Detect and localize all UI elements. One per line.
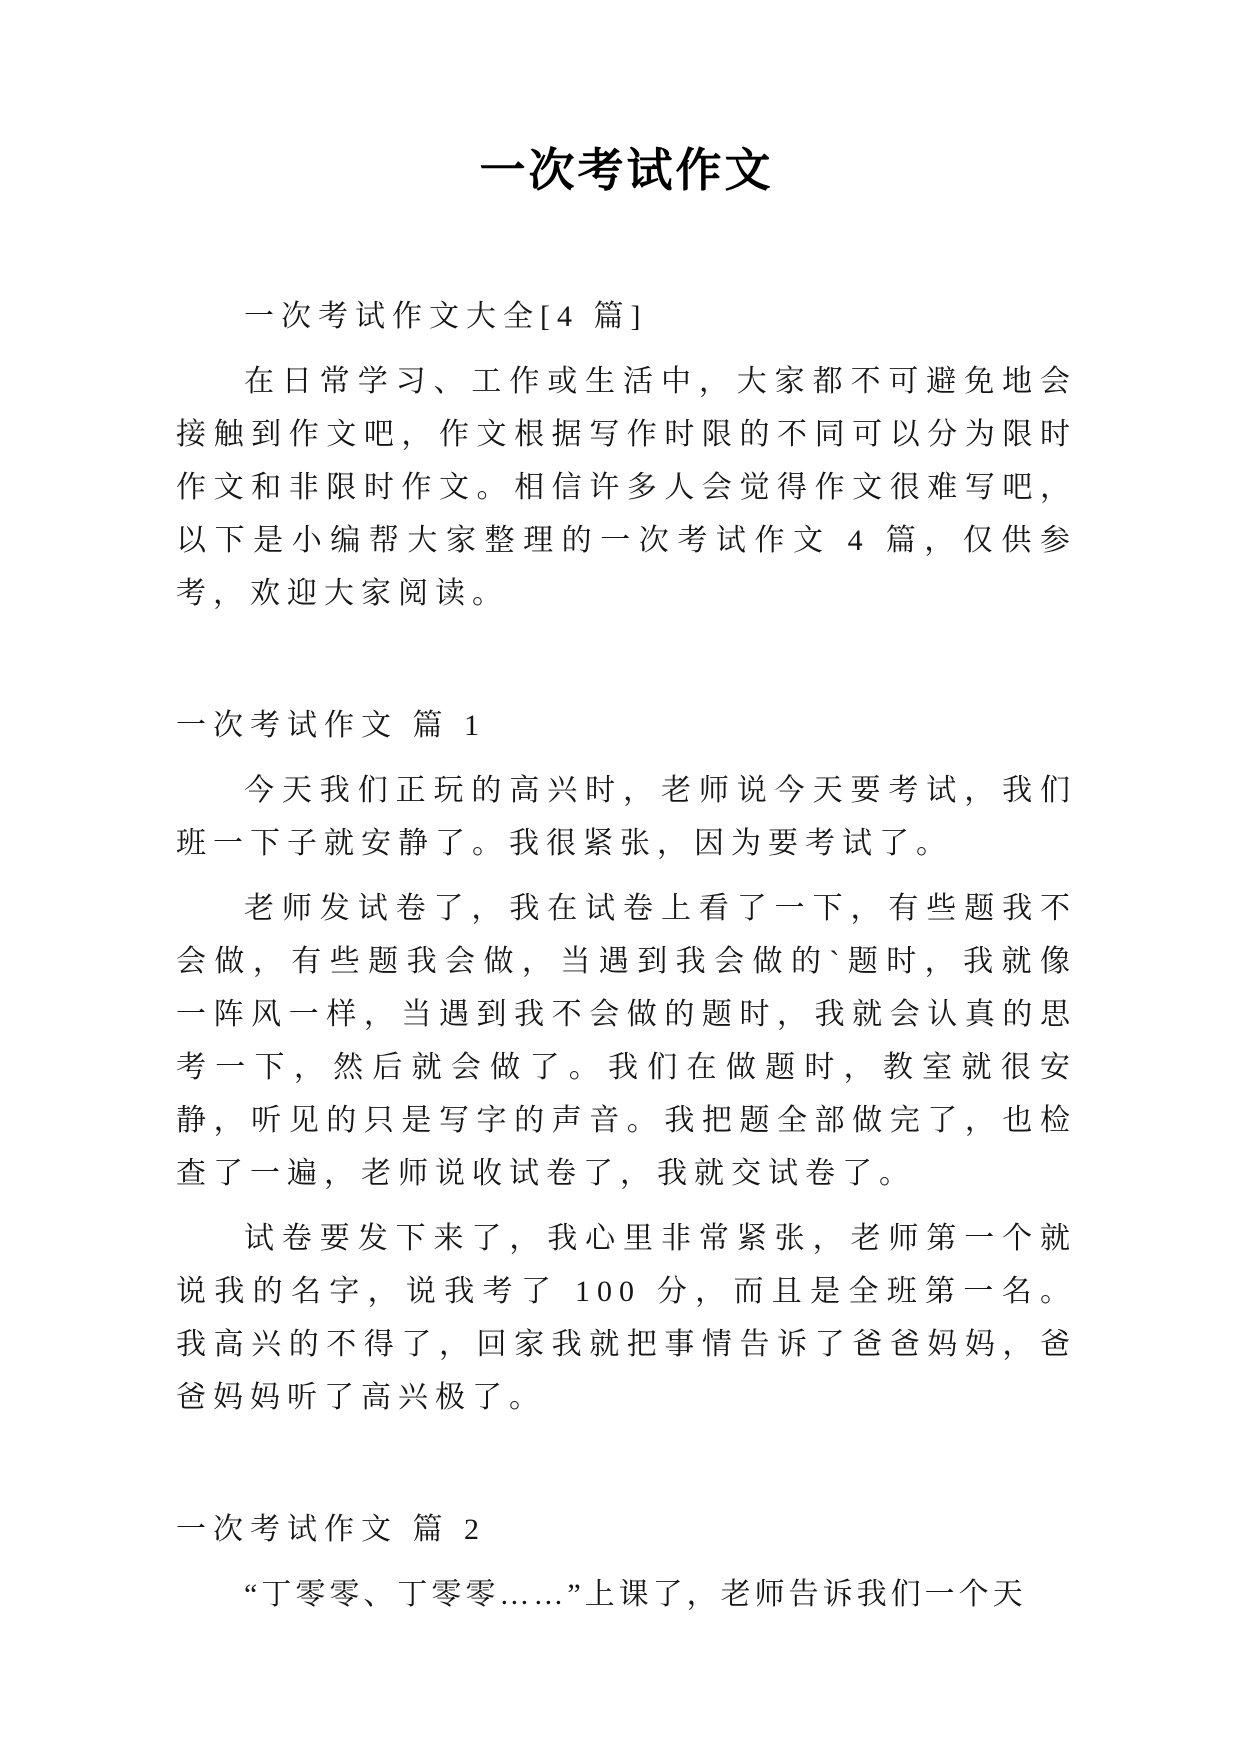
document-title: 一次考试作文 [479, 145, 774, 196]
section-1-paragraph-3: 试卷要发下来了，我心里非常紧张，老师第一个就说我的名字，说我考了 100 分，而且是全班第一名。我高兴的不得了，回家我就把事情告诉了爸爸妈妈，爸爸妈妈听了高兴极了。 [176, 1222, 1077, 1414]
section-2-heading: 一次考试作文 篇 2 [176, 1513, 486, 1546]
section-1-paragraph-2: 老师发试卷了，我在试卷上看了一下，有些题我不会做，有些题我会做，当遇到我会做的`题时，我就像一阵风一样，当遇到我不会做的题时，我就会认真的思考一下，然后就会做了。我们在做题时，教室就很安静，听见的只是写字的声音。我把题全部做完了，也检查了一遍，老师说收试卷了，我就交试卷了。 [176, 892, 1077, 1190]
section-2-paragraph-1: “丁零零、丁零零……”上课了，老师告诉我们一个天 [244, 1578, 1027, 1611]
section-1-paragraph-1: 今天我们正玩的高兴时，老师说今天要考试，我们班一下子就安静了。我很紧张，因为要考试了。 [176, 774, 1077, 860]
intro-summary-line: 一次考试作文大全[4 篇] [244, 300, 648, 333]
section-1-heading: 一次考试作文 篇 1 [176, 709, 486, 742]
intro-paragraph: 在日常学习、工作或生活中，大家都不可避免地会接触到作文吧，作文根据写作时限的不同可以分为限时作文和非限时作文。相信许多人会觉得作文很难写吧，以下是小编帮大家整理的一次考试作文 4 篇，仅供参考，欢迎大家阅读。 [176, 365, 1077, 610]
